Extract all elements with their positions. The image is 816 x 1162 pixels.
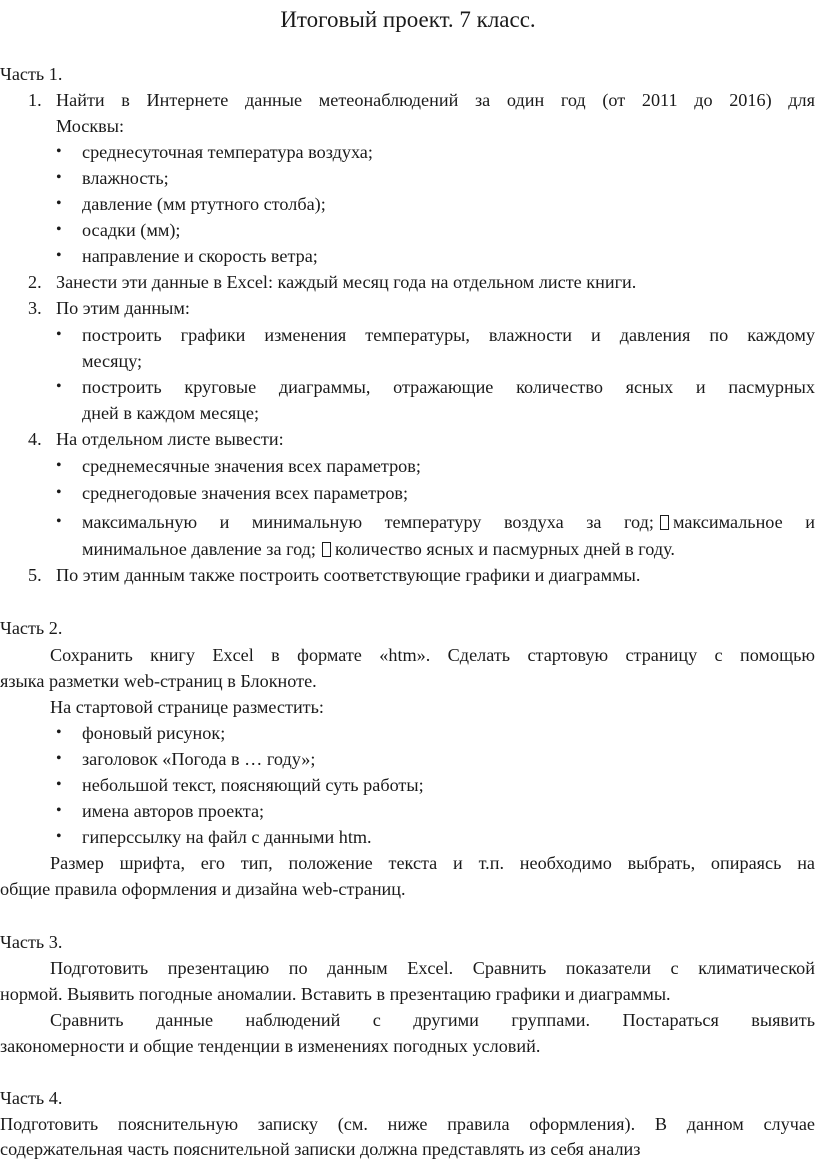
item2-number: 2. (28, 272, 42, 292)
bullet-icon: • (56, 802, 62, 819)
bullet-icon: • (56, 143, 62, 160)
item4-bullet3-line2 (82, 536, 675, 562)
part2-bullet: заголовок «Погода в … году»; (82, 749, 316, 769)
part4-line2: содержательная часть пояснительной записки должна представлять из себя анализ (0, 1139, 641, 1159)
part4-heading: Часть 4. (0, 1088, 63, 1108)
part2-bullet: гиперссылку на файл с данными htm. (82, 827, 372, 847)
item3-bullet1-line1: построить графики изменения температуры, влажности и давления по каждому (82, 325, 815, 345)
item1-bullet: среднесуточная температура воздуха; (82, 142, 373, 162)
part3-para2-line2: закономерности и общие тенденции в изменениях погодных условий. (0, 1036, 541, 1056)
part4-line1: Подготовить пояснительную записку (см. ниже правила оформления). В данном случае (0, 1114, 815, 1134)
item5-number: 5. (28, 565, 42, 585)
item5-text: По этим данным также построить соответствующие графики и диаграммы. (56, 565, 641, 585)
part3-heading: Часть 3. (0, 932, 63, 952)
part3-para1-line2: нормой. Выявить погодные аномалии. Вставить в презентацию графики и диаграммы. (0, 984, 671, 1004)
item4-bullet3-line2-part1: минимальное давление за год; (82, 539, 316, 559)
item4-bullet3-line1 (82, 509, 815, 535)
bullet-icon: • (56, 724, 62, 741)
part2-bullet: имена авторов проекта; (82, 801, 265, 821)
bullet-icon: • (56, 457, 62, 474)
bullet-icon: • (56, 513, 62, 530)
bullet-icon: • (56, 484, 62, 501)
item1-line2: Москвы: (56, 116, 125, 136)
item1-number: 1. (28, 90, 42, 110)
item1-bullet: осадки (мм); (82, 220, 181, 240)
item1-line1: Найти в Интернете данные метеонаблюдений за один год (от 2011 до 2016) для (56, 90, 815, 110)
part2-bullet: фоновый рисунок; (82, 723, 226, 743)
bullet-icon: • (56, 221, 62, 238)
item1-bullet: давление (мм ртутного столба); (82, 194, 326, 214)
item3-number: 3. (28, 298, 42, 318)
part3-para2-line1: Сравнить данные наблюдений с другими группами. Постараться выявить (50, 1010, 815, 1030)
missing-glyph-icon (322, 542, 331, 557)
bullet-icon: • (56, 169, 62, 186)
bullet-icon: • (56, 195, 62, 212)
item4-bullet2: среднегодовые значения всех параметров; (82, 483, 409, 503)
missing-glyph-icon (660, 515, 669, 530)
document-title: Итоговый проект. 7 класс. (280, 7, 536, 32)
item4-bullet1: среднемесячные значения всех параметров; (82, 456, 421, 476)
item1-bullet: направление и скорость ветра; (82, 246, 318, 266)
bullet-icon: • (56, 750, 62, 767)
item3-bullet1-line2: месяцу; (82, 351, 143, 371)
part2-intro: На стартовой странице разместить: (50, 697, 324, 717)
part2-para2-line2: общие правила оформления и дизайна web-страниц. (0, 879, 406, 899)
bullet-icon: • (56, 247, 62, 264)
item2-text: Занести эти данные в Excel: каждый месяц года на отдельном листе книги. (56, 272, 637, 292)
part1-heading: Часть 1. (0, 64, 63, 84)
item1-bullet: влажность; (82, 168, 169, 188)
part2-para2-line1: Размер шрифта, его тип, положение текста и т.п. необходимо выбрать, опираясь на (50, 853, 815, 873)
part2-bullet: небольшой текст, поясняющий суть работы; (82, 775, 424, 795)
item3-text: По этим данным: (56, 298, 190, 318)
part3-para1-line1: Подготовить презентацию по данным Excel. Сравнить показатели с климатической (50, 958, 815, 978)
part2-heading: Часть 2. (0, 618, 63, 638)
bullet-icon: • (56, 326, 62, 343)
bullet-icon: • (56, 378, 62, 395)
part2-para1-line2: языка разметки web-страниц в Блокноте. (0, 671, 317, 691)
item4-bullet3-part2: максимальное и (672, 512, 815, 532)
part2-para1-line1: Сохранить книгу Excel в формате «htm». Сделать стартовую страницу с помощью (50, 645, 815, 665)
item3-bullet2-line2: дней в каждом месяце; (82, 403, 260, 423)
item4-number: 4. (28, 429, 42, 449)
item4-bullet3-part1: максимальную и минимальную температуру воздуха за год; (82, 512, 654, 532)
bullet-icon: • (56, 776, 62, 793)
item4-text: На отдельном листе вывести: (56, 429, 284, 449)
bullet-icon: • (56, 828, 62, 845)
item3-bullet2-line1: построить круговые диаграммы, отражающие количество ясных и пасмурных (82, 377, 815, 397)
item4-bullet3-line2-part2: количество ясных и пасмурных дней в году. (334, 539, 675, 559)
